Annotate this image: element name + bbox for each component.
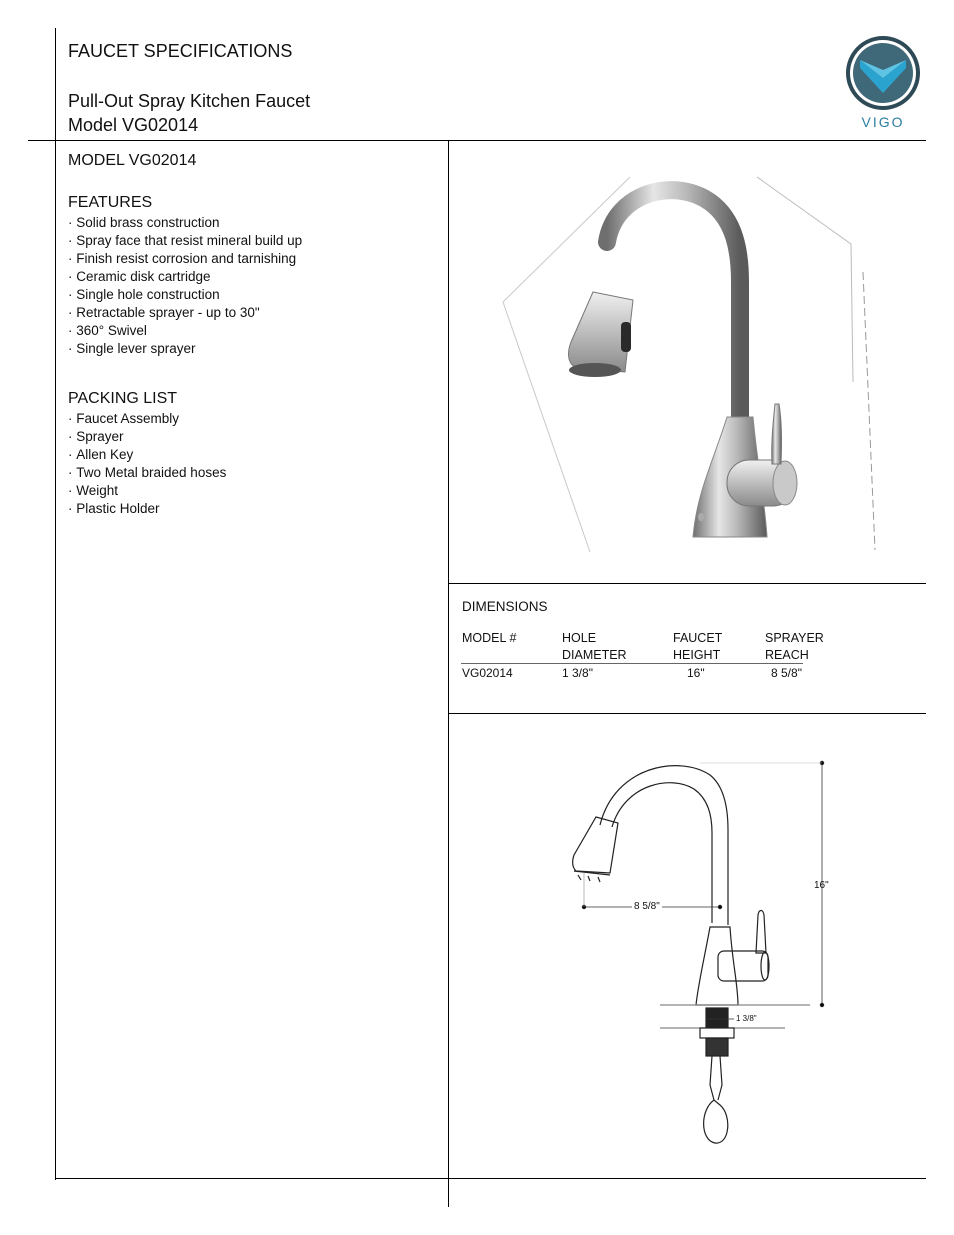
feature-item: · Finish resist corrosion and tarnishing <box>68 250 428 268</box>
feature-item: · Ceramic disk cartridge <box>68 268 428 286</box>
feature-item: · Single lever sprayer <box>68 340 428 358</box>
column-model-label: MODEL # <box>462 631 517 645</box>
logo-wordmark: VIGO <box>861 114 905 130</box>
column-hole-header <box>562 630 627 664</box>
dimensions-row-reach: 8 5/8" <box>771 666 802 680</box>
column-model-header <box>462 630 516 647</box>
column-hole-label-line1: HOLE <box>562 631 597 645</box>
drawing-hole-label: 1 3/8" <box>736 1014 757 1023</box>
faucet-photo <box>495 172 885 557</box>
faucet-dimension-drawing <box>560 755 840 1145</box>
features-heading: FEATURES <box>68 194 153 211</box>
column-reach-label-line2: REACH <box>765 648 809 662</box>
model-heading: MODEL VG02014 <box>68 152 197 169</box>
dimensions-row-model: VG02014 <box>462 666 513 680</box>
feature-item: · Solid brass construction <box>68 214 428 232</box>
left-border-line <box>55 28 56 1180</box>
vigo-logo <box>838 32 928 132</box>
drawing-reach-label: 8 5/8" <box>634 901 660 912</box>
header-divider <box>28 140 926 141</box>
feature-item: · Single hole construction <box>68 286 428 304</box>
packing-item: · Two Metal braided hoses <box>68 464 428 482</box>
footer-line <box>55 1178 926 1179</box>
packing-item: · Sprayer <box>68 428 428 446</box>
document-title: FAUCET SPECIFICATIONS <box>68 41 293 61</box>
feature-item: · 360° Swivel <box>68 322 428 340</box>
column-height-label-line2: HEIGHT <box>673 648 721 662</box>
features-list <box>68 214 428 358</box>
packing-item: · Faucet Assembly <box>68 410 428 428</box>
packing-item: · Weight <box>68 482 428 500</box>
packing-item: · Allen Key <box>68 446 428 464</box>
column-height-header <box>673 630 722 664</box>
packing-list <box>68 410 428 518</box>
column-height-label-line1: FAUCET <box>673 631 723 645</box>
feature-item: · Spray face that resist mineral build up <box>68 232 428 250</box>
packing-item: · Plastic Holder <box>68 500 428 518</box>
column-hole-label-line2: DIAMETER <box>562 648 627 662</box>
dimensions-row-hole: 1 3/8" <box>562 666 593 680</box>
packing-list-heading: PACKING LIST <box>68 390 178 407</box>
column-reach-header <box>765 630 824 664</box>
column-reach-label-line1: SPRAYER <box>765 631 824 645</box>
model-line: Model VG02014 <box>68 115 199 135</box>
dimensions-header-underline <box>461 663 803 664</box>
dimensions-divider <box>449 713 926 714</box>
photo-divider <box>449 583 926 584</box>
drawing-height-label: 16" <box>814 880 829 891</box>
dimensions-row-height: 16" <box>687 666 705 680</box>
column-divider <box>448 141 449 1207</box>
product-name: Pull-Out Spray Kitchen Faucet <box>68 91 311 111</box>
feature-item: · Retractable sprayer - up to 30" <box>68 304 428 322</box>
dimensions-heading: DIMENSIONS <box>462 599 548 614</box>
